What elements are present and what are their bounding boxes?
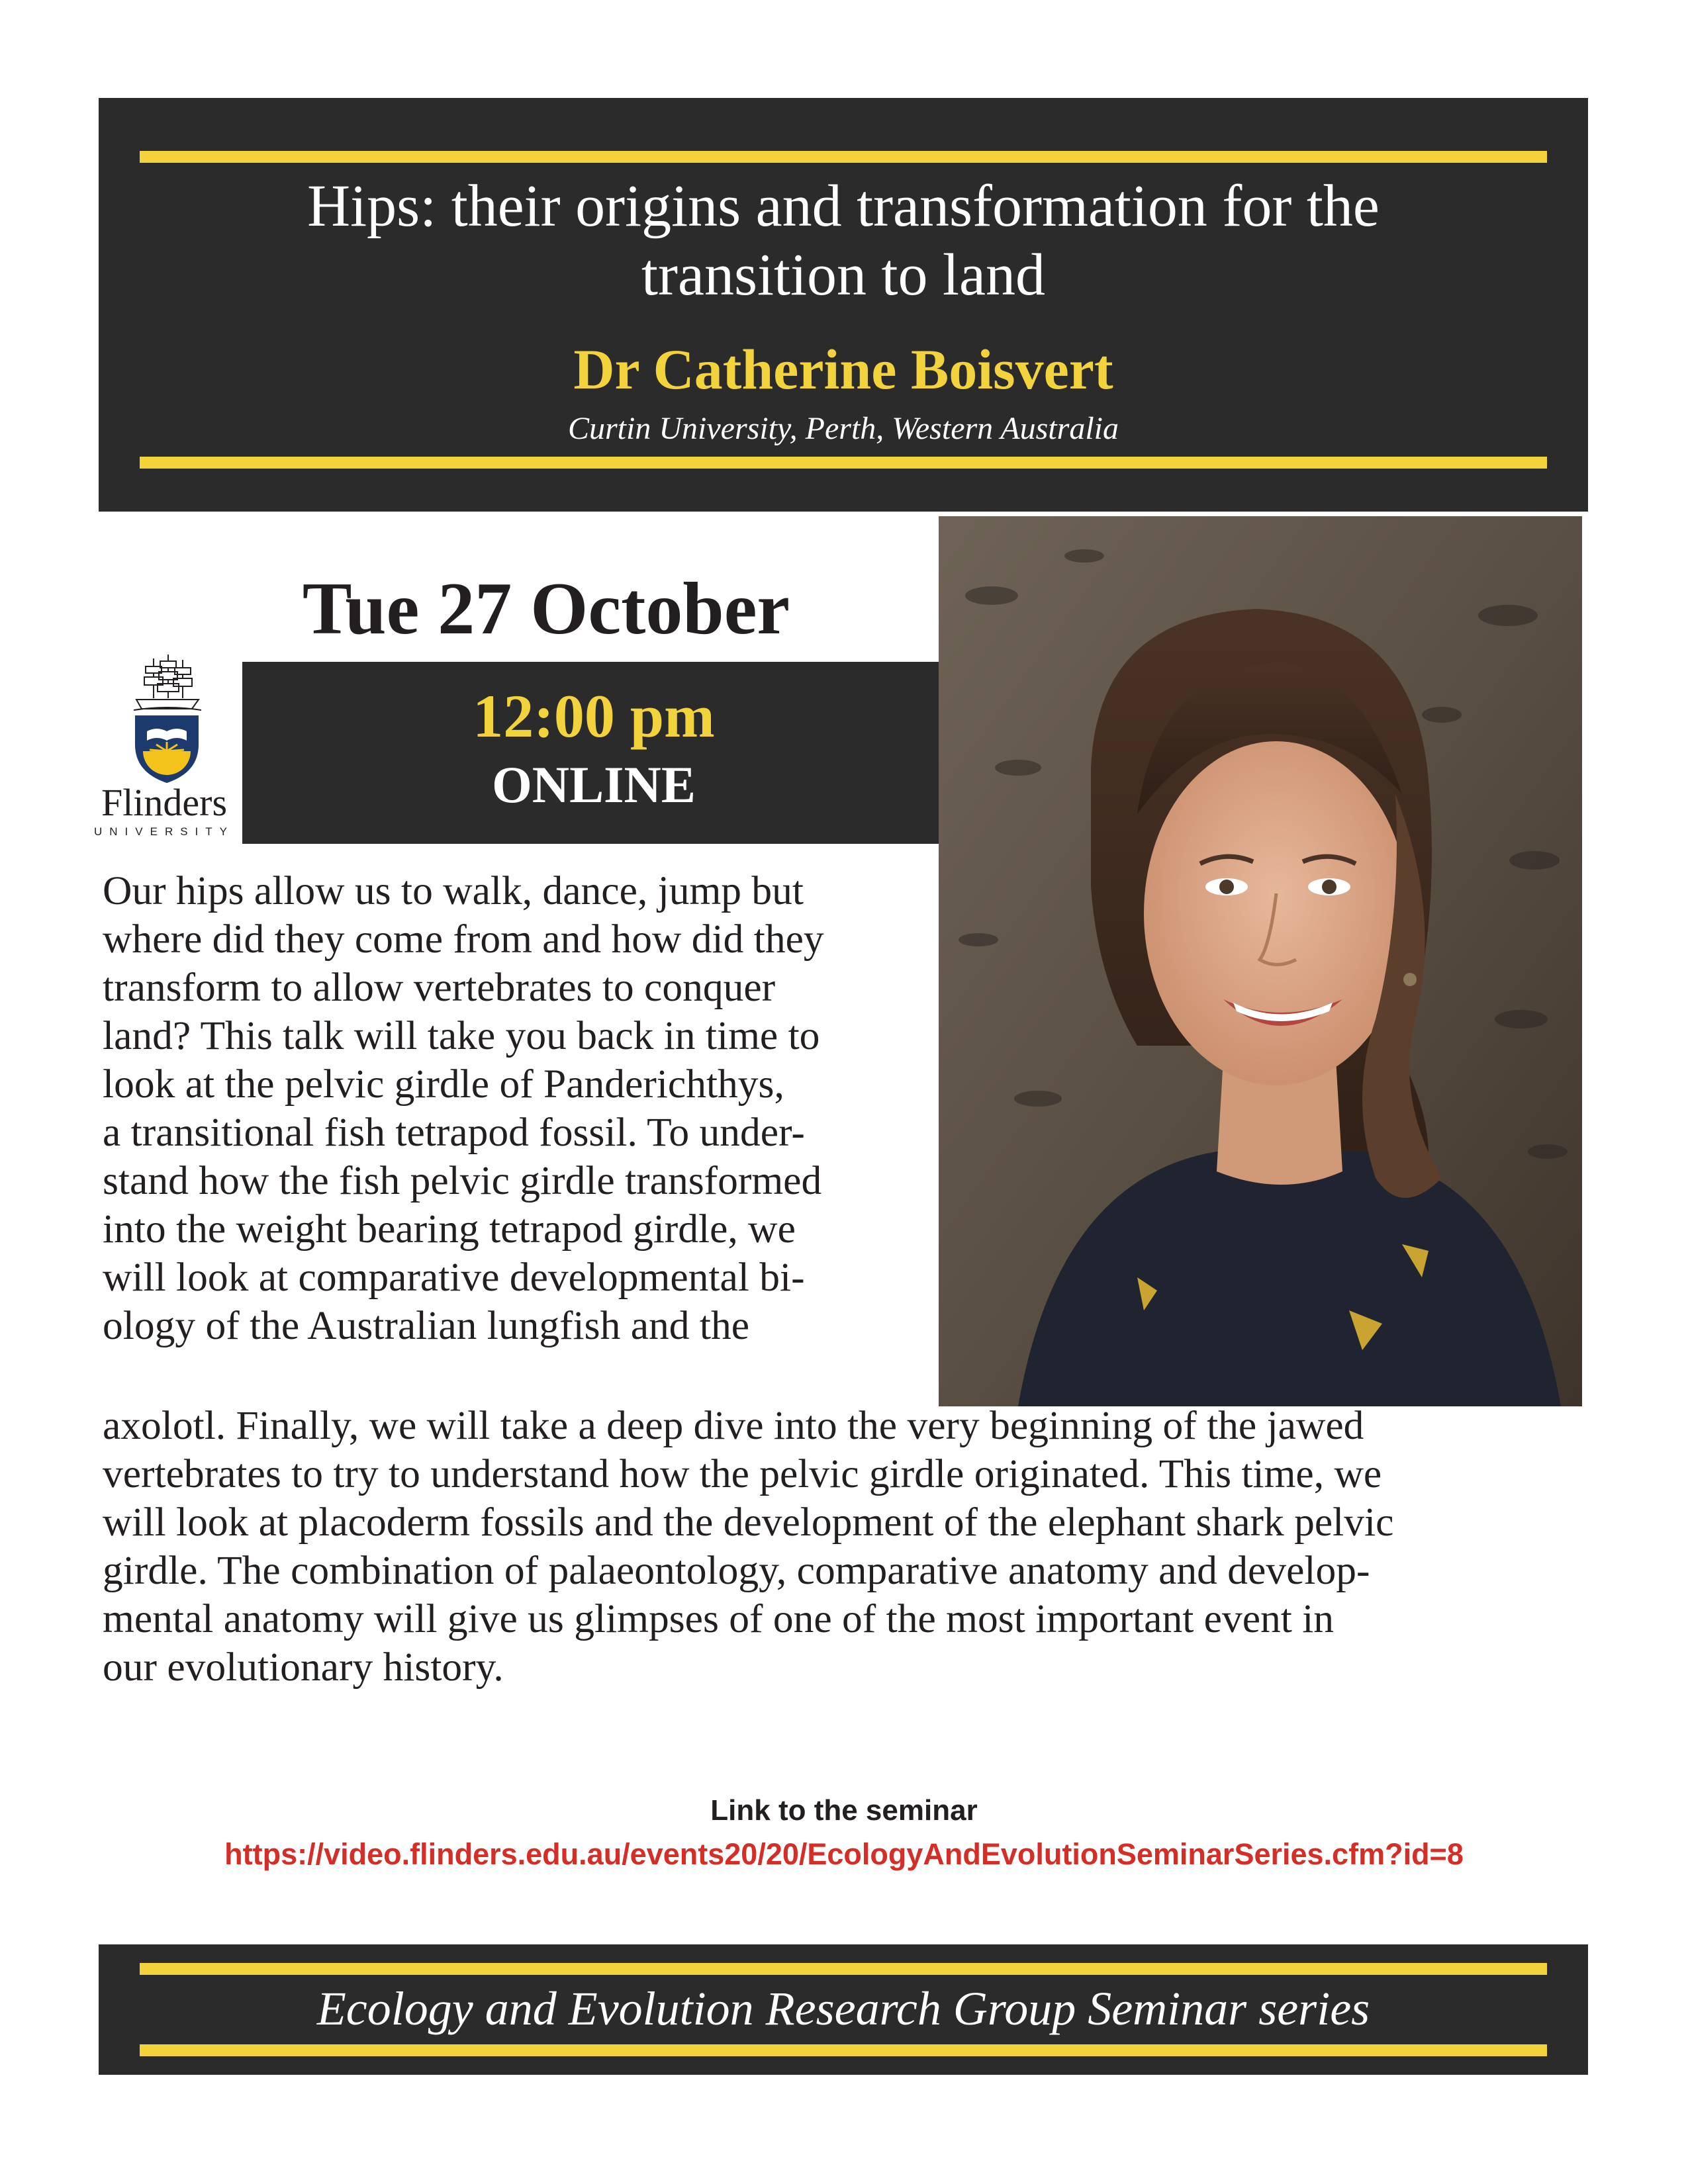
header-bottom-rule — [140, 457, 1547, 469]
abstract-line: ology of the Australian lungfish and the — [103, 1303, 750, 1348]
abstract-line: look at the pelvic girdle of Panderichthys, — [103, 1062, 784, 1107]
flinders-logo — [82, 652, 246, 847]
time-box — [242, 662, 945, 844]
abstract-line: land? This talk will take you back in time to — [103, 1013, 820, 1058]
seminar-link[interactable]: https://video.flinders.edu.au/events20/20/EcologyAndEvolutionSeminarSeries.cfm?id=8 — [224, 1837, 1464, 1871]
abstract-line: stand how the fish pelvic girdle transformed — [103, 1158, 822, 1203]
ship-shield-icon — [127, 652, 207, 784]
speaker-name: Dr Catherine Boisvert — [573, 338, 1113, 401]
abstract-line: girdle. The combination of palaeontology, comparative anatomy and develop- — [103, 1548, 1370, 1593]
abstract-line: into the weight bearing tetrapod girdle, we — [103, 1206, 796, 1251]
abstract-line: where did they come from and how did they — [103, 917, 824, 962]
abstract-line: vertebrates to try to understand how the pelvic girdle originated. This time, we — [103, 1451, 1382, 1496]
header-top-rule — [140, 151, 1547, 163]
abstract-line: axolotl. Finally, we will take a deep dive into the very beginning of the jawed — [103, 1403, 1364, 1448]
abstract-line: our evolutionary history. — [103, 1645, 504, 1690]
event-date: Tue 27 October — [302, 568, 790, 650]
abstract-line: will look at placoderm fossils and the development of the elephant shark pelvic — [103, 1500, 1394, 1545]
seminar-series-title: Ecology and Evolution Research Group Seminar series — [316, 1982, 1370, 2035]
event-time: 12:00 pm — [473, 682, 715, 750]
title-line-1: Hips: their origins and transformation for the — [307, 173, 1380, 239]
abstract-line: mental anatomy will give us glimpses of one of the most important event in — [103, 1596, 1335, 1641]
abstract-line: a transitional fish tetrapod fossil. To under- — [103, 1110, 805, 1155]
speaker-affiliation: Curtin University, Perth, Western Australia — [567, 411, 1119, 446]
title-line-2: transition to land — [641, 242, 1045, 308]
speaker-photo — [939, 516, 1582, 1406]
header-banner — [99, 98, 1588, 512]
link-label: Link to the seminar — [710, 1794, 978, 1827]
abstract-line: transform to allow vertebrates to conquer — [103, 965, 776, 1010]
footer-bottom-rule — [140, 2044, 1547, 2056]
abstract-line: will look at comparative developmental bi- — [103, 1255, 805, 1300]
logo-wordmark: Flinders — [101, 781, 228, 824]
event-mode: ONLINE — [492, 756, 696, 813]
abstract-line: Our hips allow us to walk, dance, jump but — [103, 868, 804, 913]
footer-top-rule — [140, 1963, 1547, 1975]
footer-banner — [99, 1944, 1588, 2075]
logo-subtitle: UNIVERSITY — [93, 825, 235, 838]
speaker-portrait-image — [939, 516, 1582, 1406]
